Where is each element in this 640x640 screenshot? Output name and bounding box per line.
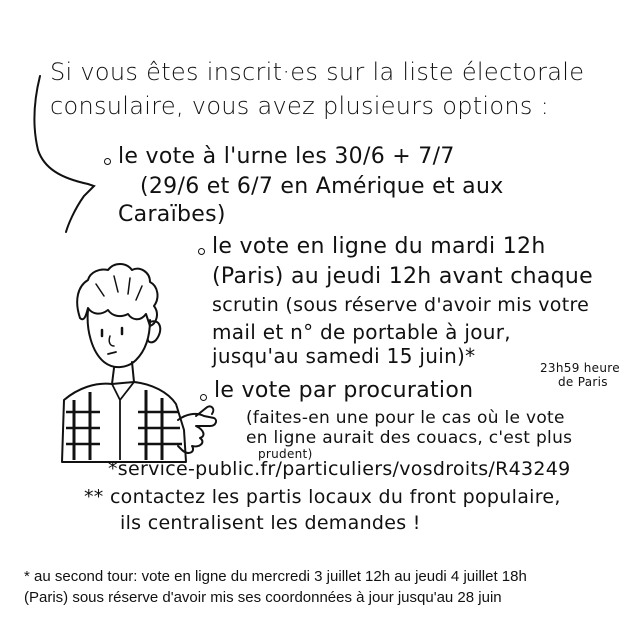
option-3-line-3: en ligne aurait des couacs, c'est plus bbox=[246, 428, 573, 448]
option-2-note-line-1: 23h59 heure bbox=[540, 361, 620, 375]
footnote-line-2: (Paris) sous réserve d'avoir mis ses coordonnées à jour jusqu'au 28 juin bbox=[24, 588, 502, 606]
intro-line-2: consulaire, vous avez plusieurs options : bbox=[50, 92, 550, 120]
option-3-line-1: le vote par procuration bbox=[214, 378, 474, 403]
option-3-line-2: (faites-en une pour le cas où le vote bbox=[246, 408, 565, 428]
option-2-line-4: mail et n° de portable à jour, bbox=[212, 320, 511, 344]
option-2-line-5: jusqu'au samedi 15 juin)* bbox=[212, 344, 476, 368]
contact-line-2: ils centralisent les demandes ! bbox=[120, 512, 421, 534]
bullet-icon bbox=[198, 248, 205, 255]
contact-line-1: ** contactez les partis locaux du front populaire, bbox=[84, 486, 561, 508]
bullet-icon bbox=[104, 158, 111, 165]
option-3-line-4: prudent) bbox=[258, 447, 313, 461]
plaid-pattern bbox=[66, 390, 182, 460]
option-2-line-3: scrutin (sous réserve d'avoir mis votre bbox=[212, 294, 590, 316]
option-1-line-3: Caraïbes) bbox=[118, 202, 226, 227]
option-1-line-2: (29/6 et 6/7 en Amérique et aux bbox=[140, 174, 504, 199]
option-2-line-1: le vote en ligne du mardi 12h bbox=[212, 234, 546, 259]
character-hair bbox=[77, 264, 157, 326]
character-illustration bbox=[62, 264, 216, 462]
footnote bbox=[24, 567, 620, 608]
service-public-reference: *service-public.fr/particuliers/vosdroits/R43249 bbox=[108, 458, 571, 480]
bullet-icon bbox=[200, 394, 207, 401]
intro-line-1: Si vous êtes inscrit·es sur la liste électorale bbox=[50, 58, 585, 86]
footnote-line-1: * au second tour: vote en ligne du mercredi 3 juillet 12h au jeudi 4 juillet 18h bbox=[24, 568, 527, 585]
option-2-note-line-2: de Paris bbox=[558, 375, 608, 389]
option-1-line-1: le vote à l'urne les 30/6 + 7/7 bbox=[118, 144, 455, 169]
option-2-line-2: (Paris) au jeudi 12h avant chaque bbox=[212, 264, 593, 289]
